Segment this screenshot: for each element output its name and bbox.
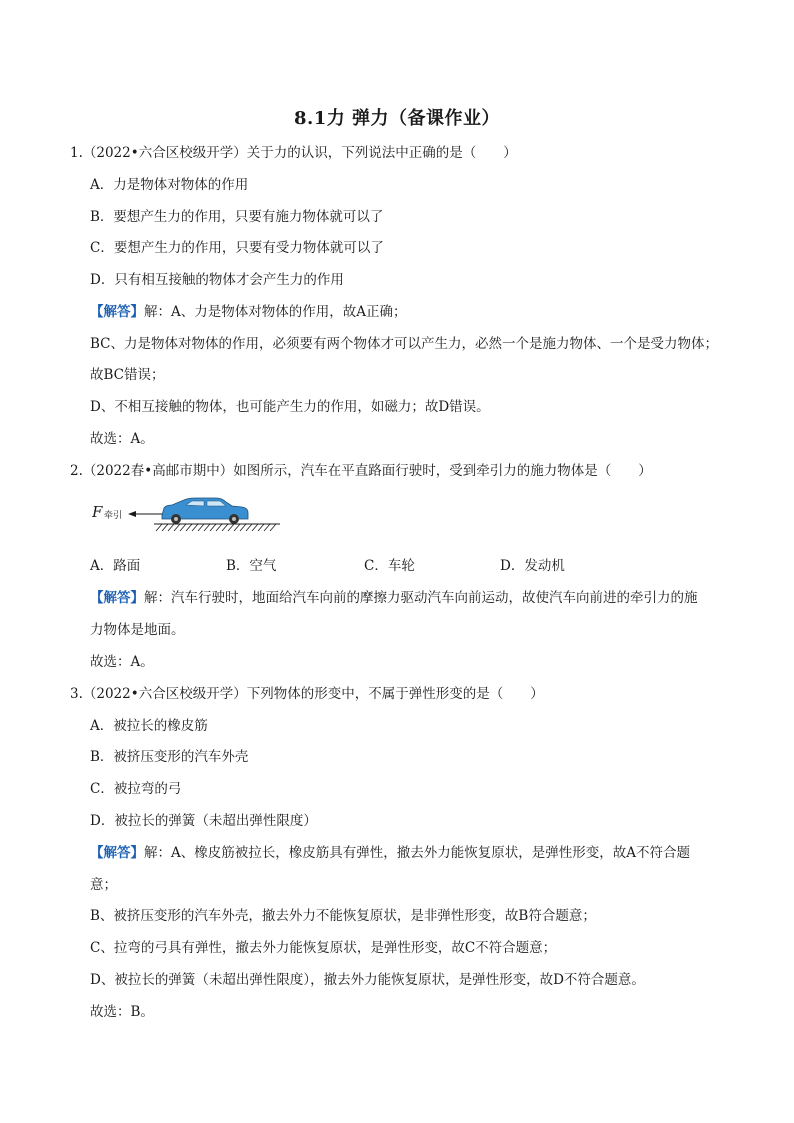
question-3-option-a: A．被拉长的橡皮筋 [90,718,208,734]
question-1-stem: 1.（2022•六合区校级开学）关于力的认识，下列说法中正确的是（ ） [70,145,517,161]
question-3-answer-line-6: 故选：B。 [90,1004,154,1020]
question-3-stem: 3.（2022•六合区校级开学）下列物体的形变中，不属于弹性形变的是（ ） [70,686,544,702]
ground-hatching [156,524,276,531]
question-1-option-b: B．要想产生力的作用，只要有施力物体就可以了 [90,209,384,225]
question-3-option-d: D．被拉长的弹簧（未超出弹性限度） [90,813,317,829]
question-1-answer-line-2: BC、力是物体对物体的作用，必须要有两个物体才可以产生力，必然一个是施力物体、一个是受力物体； [90,336,718,352]
question-3-option-b: B．被挤压变形的汽车外壳 [90,749,249,765]
car-traction-figure [92,493,292,543]
question-2-answer-line-3: 故选：A。 [90,654,154,670]
question-3-answer-line-5: D、被拉长的弹簧（未超出弹性限度），撤去外力能恢复原状，是弹性形变，故D不符合题意。 [90,972,645,988]
document-title: 8.1力 弹力（备课作业） [293,108,501,129]
question-3-answer-line-1 [90,843,690,863]
answer-text: 解：A、力是物体对物体的作用，故A正确； [144,304,407,320]
car-diagram-svg [92,493,292,543]
force-subscript-label: 牵引 [104,511,123,521]
question-1-answer-line-5: 故选：A。 [90,431,154,447]
question-2-stem: 2.（2022春•高邮市期中）如图所示，汽车在平直路面行驶时，受到牵引力的施力物体是（ ） [70,463,652,479]
car-rear-hub [232,517,236,521]
question-3-answer-line-3: B、被挤压变形的汽车外壳，撤去外力不能恢复原状，是非弹性形变，故B符合题意； [90,908,596,924]
answer-tag: 【解答】 [90,304,144,320]
question-1-option-d: D．只有相互接触的物体才会产生力的作用 [90,272,344,288]
car-front-hub [174,517,178,521]
answer-text: 解：汽车行驶时，地面给汽车向前的摩擦力驱动汽车向前运动，故使汽车向前进的牵引力的施 [144,590,698,606]
answer-text: 解：A、橡皮筋被拉长，橡皮筋具有弹性，撤去外力能恢复原状，是弹性形变，故A不符合题 [144,845,690,861]
question-3-option-c: C．被拉弯的弓 [90,781,182,797]
answer-tag: 【解答】 [90,845,144,861]
question-1-answer-line-1 [90,302,407,322]
question-2-option-d: D．发动机 [500,558,565,574]
question-3-answer-line-4: C、拉弯的弓具有弹性，撤去外力能恢复原状，是弹性形变，故C不符合题意； [90,940,557,956]
question-1-answer-line-4: D、不相互接触的物体，也可能产生力的作用，如磁力；故D错误。 [90,399,490,415]
force-symbol-label: F [92,503,103,521]
question-2-option-b: B．空气 [226,558,277,574]
question-2-answer-line-1 [90,588,698,608]
question-2-answer-line-2: 力物体是地面。 [90,622,185,638]
answer-tag: 【解答】 [90,590,144,606]
question-3-answer-line-2: 意； [90,877,117,893]
question-2-option-c: C．车轮 [364,558,415,574]
question-2-option-a: A．路面 [90,558,141,574]
question-1-option-a: A．力是物体对物体的作用 [90,177,249,193]
question-1-answer-line-3: 故BC错误； [90,367,165,383]
force-arrowhead [128,511,136,517]
question-1-option-c: C．要想产生力的作用，只要有受力物体就可以了 [90,240,384,256]
